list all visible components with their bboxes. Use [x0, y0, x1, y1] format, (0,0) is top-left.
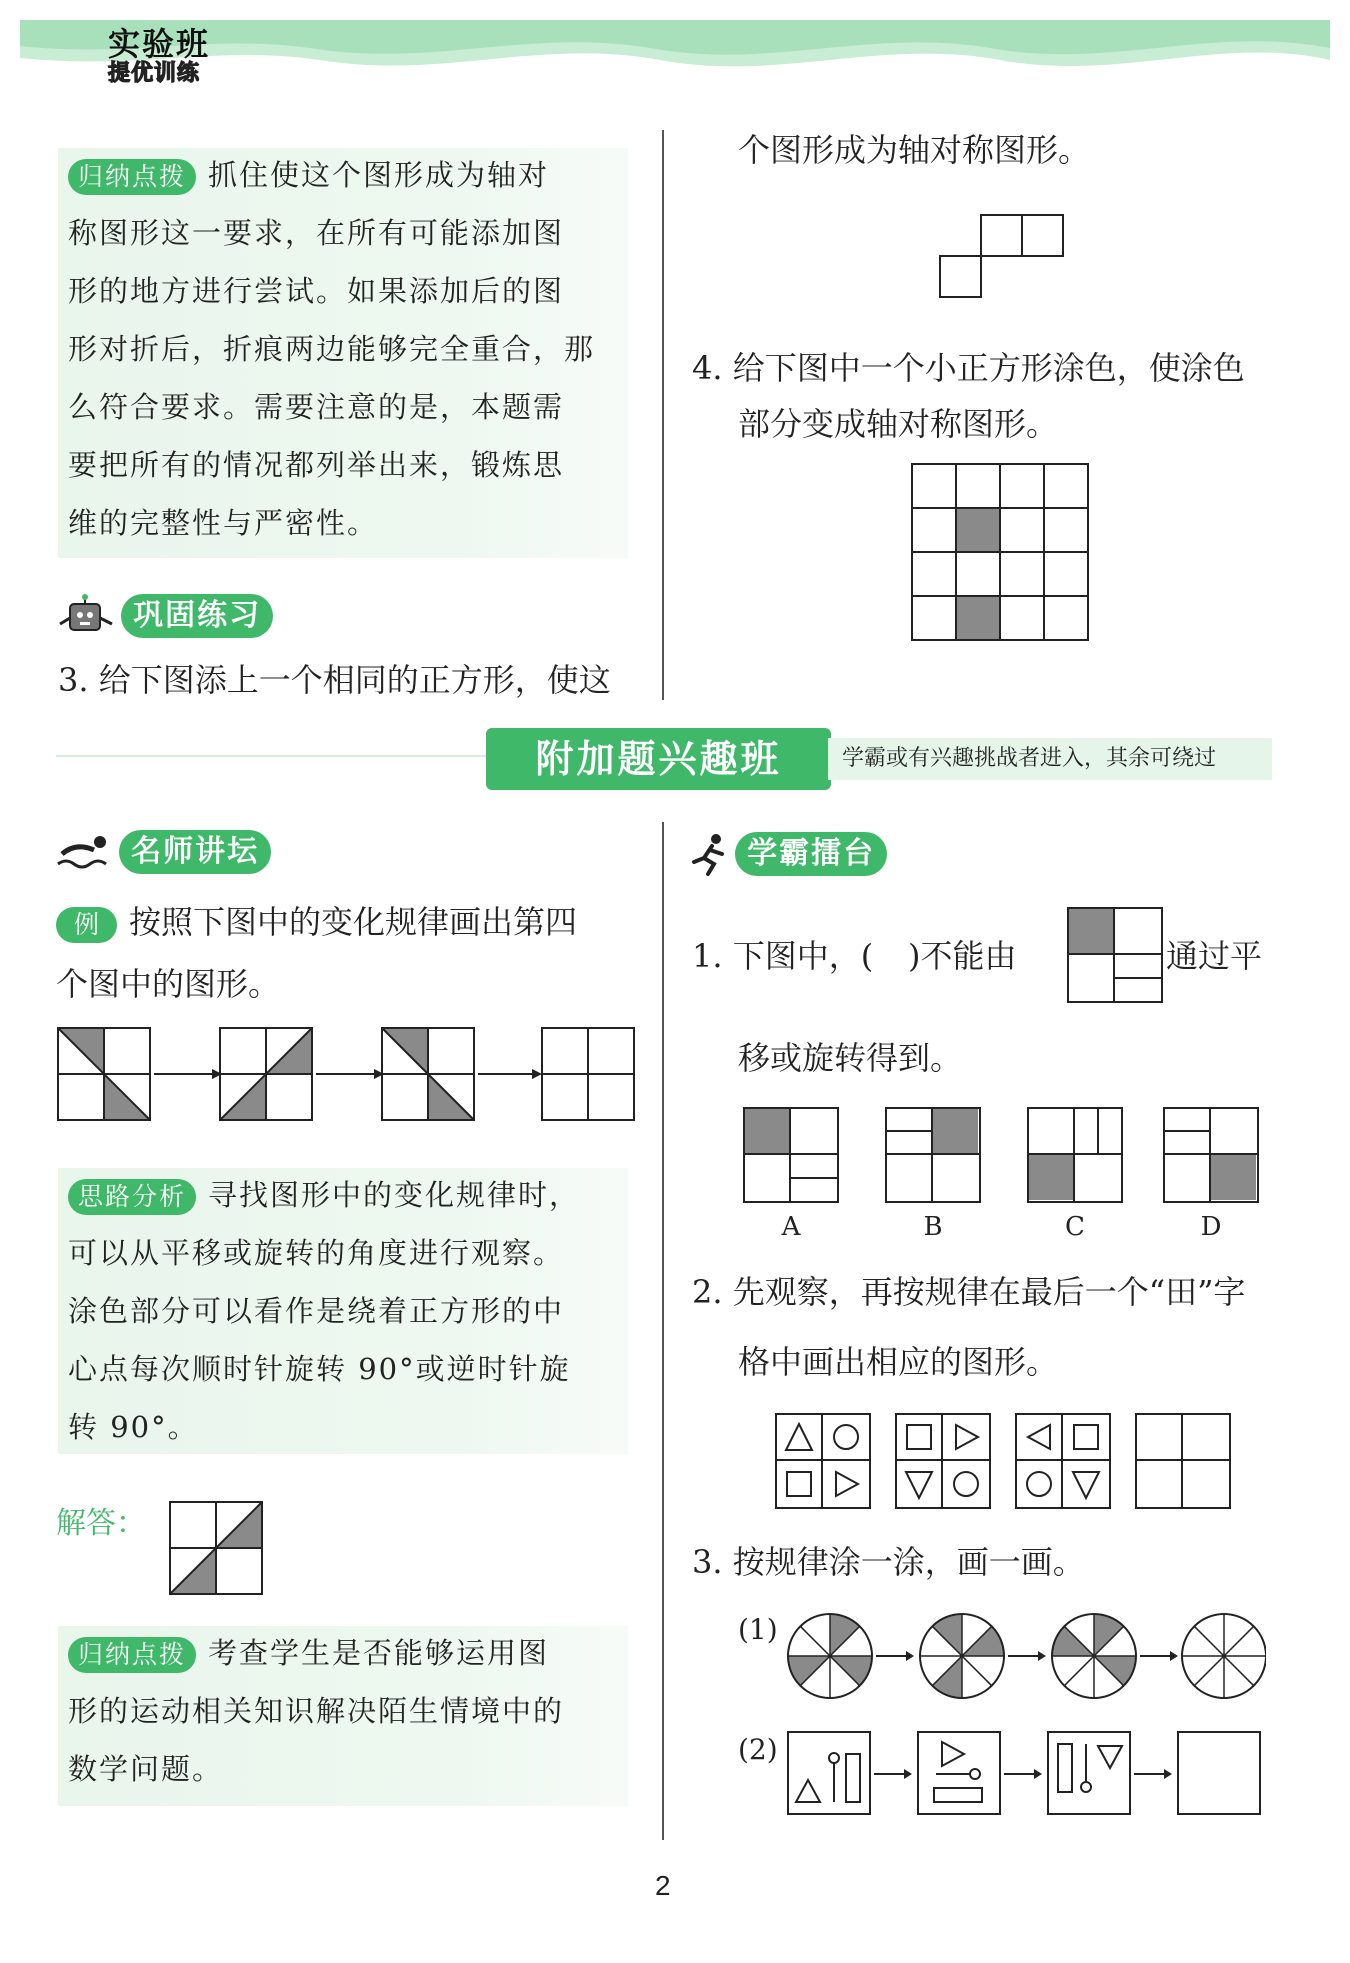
q2-figure-2 [896, 1414, 990, 1508]
teacher-lecture-heading [56, 830, 271, 874]
q3-square-3 [1048, 1732, 1130, 1814]
q2-figure-3 [1016, 1414, 1110, 1508]
example-figure-4-blank [542, 1028, 634, 1120]
bonus-banner-title: 附加题兴趣班 [486, 728, 831, 790]
example-text-2: 个图中的图形。 [56, 965, 281, 1003]
q3-circle-4-blank [1182, 1614, 1266, 1698]
challenge-q1-reference [1066, 906, 1164, 1004]
challenge-q2-text: 2. 先观察，再按规律在最后一个“田”字 [692, 1273, 1246, 1311]
challenge-q3-circles [786, 1612, 1266, 1706]
q2-figure-4-blank [1136, 1414, 1230, 1508]
q3-circle-2 [920, 1614, 1004, 1698]
q3-square-4-blank [1178, 1732, 1260, 1814]
example-figure-3 [382, 1028, 474, 1120]
q3-circle-1 [788, 1614, 872, 1698]
question-3-figure [938, 213, 1068, 303]
header-wave-decoration [20, 20, 1330, 90]
q3-circle-3 [1052, 1614, 1136, 1698]
question-4-text-2: 部分变成轴对称图形。 [738, 405, 1059, 443]
challenge-q2-sequence [774, 1412, 1234, 1512]
example-sequence [56, 1026, 636, 1126]
q3-square-2 [918, 1732, 1000, 1814]
note-tag: 归纳点拨 [68, 159, 196, 195]
example-figure-2 [220, 1028, 312, 1120]
note-summary-1-text: 归纳点拨 抓住使这个图形成为轴对 称图形这一要求，在所有可能添加图 形的地方进行尝试。如果添加后的图 形对折后，折痕两边能够完全重合，那 么符合要求。需要注意的是，本题需 要把所有的情况都列举出来，锻炼思 维的完整性与严密性。 [68, 158, 596, 540]
challenge-q3-squares [786, 1730, 1266, 1820]
brand-logo [108, 26, 210, 86]
challenge-q3-sub1-label: (1) [738, 1613, 778, 1646]
answer-label: 解答： [56, 1506, 146, 1541]
challenge-heading [690, 832, 887, 876]
challenge-q1-post: 通过平 [1166, 937, 1263, 975]
option-b-label: B [923, 1212, 943, 1242]
challenge-q2-text-2: 格中画出相应的图形。 [738, 1343, 1059, 1381]
option-a-label: A [781, 1212, 801, 1242]
option-b-figure [886, 1108, 980, 1202]
question-4-grid [910, 462, 1092, 644]
option-d-label: D [1200, 1212, 1222, 1242]
challenge-title: 学霸擂台 [735, 832, 887, 876]
note-analysis-text: 思路分析 寻找图形中的变化规律时， 可以从平移或旋转的角度进行观察。 涂色部分可以看作是绕着正方形的中 心点每次顺时针旋转 90°或逆时针旋 转 90°。 [68, 1178, 581, 1444]
note-tag-2: 归纳点拨 [68, 1637, 196, 1673]
swimmer-icon [56, 832, 114, 872]
answer-figure [168, 1500, 264, 1596]
example-text: 例 按照下图中的变化规律画出第四 [56, 900, 577, 944]
challenge-q3-text: 3. 按规律涂一涂，画一画。 [692, 1543, 1085, 1581]
note-summary-2-text: 归纳点拨 考查学生是否能够运用图 形的运动相关知识解决陌生情境中的 数学问题。 [68, 1636, 565, 1786]
q3-square-1 [788, 1732, 870, 1814]
challenge-q3-sub2-label: (2) [738, 1733, 778, 1766]
example-tag: 例 [56, 907, 117, 943]
teacher-lecture-title: 名师讲坛 [119, 830, 271, 874]
analysis-tag: 思路分析 [68, 1179, 196, 1215]
question-3-text: 3. 给下图添上一个相同的正方形，使这 [58, 661, 611, 699]
brand-title: 实验班 [108, 25, 211, 63]
question-3-continued: 个图形成为轴对称图形。 [738, 131, 1091, 169]
option-c-label: C [1065, 1212, 1085, 1242]
page-number: 2 [655, 1870, 671, 1901]
option-d-figure [1164, 1108, 1258, 1202]
column-divider-top [662, 130, 664, 700]
challenge-q1-pre: 1. 下图中，( [692, 937, 874, 975]
robot-icon [56, 594, 116, 638]
option-c-figure [1028, 1108, 1122, 1202]
question-4-text: 4. 给下图中一个小正方形涂色，使涂色 [692, 349, 1245, 387]
challenge-q1-options [742, 1106, 1262, 1206]
example-figure-1 [58, 1028, 150, 1120]
challenge-q1-mid: )不能由 [908, 937, 1017, 975]
bonus-banner-subtitle: 学霸或有兴趣挑战者进入，其余可绕过 [828, 738, 1272, 780]
brand-subtitle: 提优训练 [108, 61, 201, 86]
practice-title: 巩固练习 [121, 594, 273, 638]
runner-icon [690, 832, 730, 876]
q2-figure-1 [776, 1414, 870, 1508]
challenge-q1-line2: 移或旋转得到。 [738, 1039, 963, 1077]
practice-heading [56, 594, 273, 638]
option-a-figure [744, 1108, 838, 1202]
column-divider-bottom [662, 822, 664, 1840]
